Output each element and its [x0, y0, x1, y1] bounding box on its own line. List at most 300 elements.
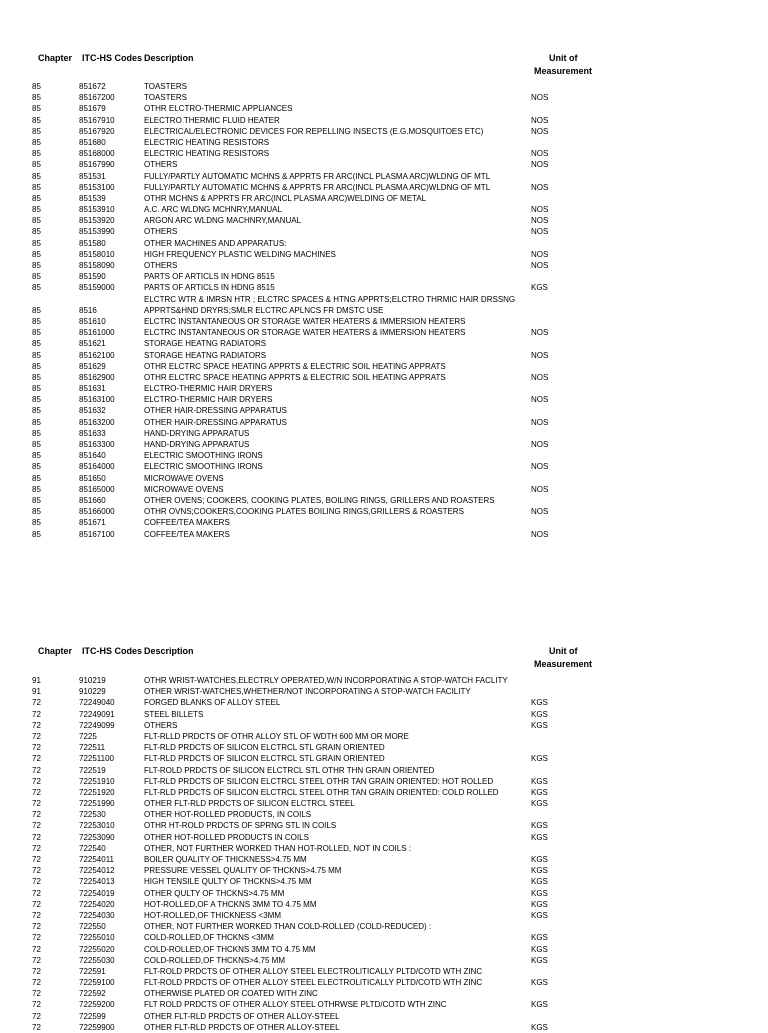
- cell-chapter: 72: [32, 866, 41, 876]
- cell-description: HOT-ROLLED,OF THICKNESS <3MM: [144, 910, 281, 920]
- table-row: [0, 910, 768, 921]
- cell-itc-hs-code: 85162900: [79, 372, 115, 382]
- cell-description: FLT-RLD PRDCTS OF SILICON ELCTRCL STEEL OTHR TAN GRAIN ORIENTED: HOT ROLLED: [144, 776, 494, 786]
- table-row: [0, 988, 768, 999]
- table-row: [0, 439, 768, 450]
- table-row: [0, 428, 768, 439]
- cell-description: OTHR OVNS;COOKERS,COOKING PLATES BOILING RINGS,GRILLERS & ROASTERS: [144, 507, 464, 517]
- table-row: [0, 675, 768, 686]
- cell-unit: KGS: [531, 877, 548, 887]
- cell-chapter: 85: [32, 440, 41, 449]
- cell-description: FLT-ROLD PRDCTS OF OTHER ALLOY STEEL ELECTROLITICALLY PLTD/COTD WTH ZINC: [144, 966, 483, 976]
- cell-itc-hs-code: 72254019: [79, 888, 115, 898]
- cell-chapter: 85: [32, 160, 41, 170]
- cell-description: FLT-ROLD PRDCTS OF OTHER ALLOY STEEL ELECTROLITICALLY PLTD/COTD WTH ZINC: [144, 978, 483, 988]
- cell-description: COLD-ROLLED,OF THCKNS <3MM: [144, 933, 274, 943]
- table-row: [0, 495, 768, 506]
- cell-chapter: 85: [32, 283, 41, 293]
- cell-itc-hs-code: 910219: [79, 676, 106, 685]
- cell-chapter: 72: [32, 966, 41, 976]
- cell-chapter: 72: [32, 910, 41, 920]
- table-row: [0, 843, 768, 854]
- table-row: [0, 92, 768, 103]
- cell-description: COLD-ROLLED,OF THCKNS>4.75 MM: [144, 955, 285, 965]
- table-row: [0, 350, 768, 361]
- table-row: [0, 215, 768, 226]
- cell-description: COLD-ROLLED,OF THCKNS 3MM TO 4.75 MM: [144, 944, 316, 954]
- cell-description: FULLY/PARTLY AUTOMATIC MCHNS & APPRTS FR ARC(INCL PLASMA ARC)WLDNG OF MTL: [144, 182, 491, 192]
- table-row: [0, 260, 768, 271]
- cell-chapter: 85: [32, 395, 41, 405]
- cell-unit: NOS: [531, 507, 549, 517]
- cell-itc-hs-code: 851680: [79, 137, 106, 147]
- cell-chapter: 72: [32, 877, 41, 887]
- cell-unit: KGS: [531, 698, 548, 708]
- cell-description: HIGH TENSILE QULTY OF THCKNS>4.75 MM: [144, 877, 312, 887]
- cell-chapter: 72: [32, 1000, 41, 1010]
- cell-unit: KGS: [531, 978, 548, 988]
- cell-unit: KGS: [531, 888, 548, 898]
- table-row: [0, 193, 768, 204]
- cell-itc-hs-code: 722599: [79, 1011, 106, 1021]
- cell-chapter: 85: [32, 361, 41, 371]
- cell-chapter: 72: [32, 955, 41, 965]
- table-row: [0, 305, 768, 316]
- cell-itc-hs-code: 72254020: [79, 899, 115, 909]
- cell-description: OTHERWISE PLATED OR COATED WITH ZINC: [144, 989, 318, 999]
- cell-unit: KGS: [531, 866, 548, 876]
- table-row: [0, 731, 768, 742]
- cell-description: FLT ROLD PRDCTS OF OTHER ALLOY STEEL OTHRWSE PLTD/COTD WTH ZINC: [144, 1000, 447, 1010]
- table-row: [0, 182, 768, 193]
- cell-description: PARTS OF ARTICLS IN HDNG 8515: [144, 272, 275, 282]
- cell-description: COFFEE/TEA MAKERS: [144, 529, 230, 539]
- table-row: [0, 417, 768, 428]
- cell-itc-hs-code: 72254030: [79, 910, 115, 920]
- cell-chapter: 85: [32, 507, 41, 517]
- cell-description: FLT-RLD PRDCTS OF SILICON ELCTRCL STEEL OTHR TAN GRAIN ORIENTED: COLD ROLLED: [144, 787, 499, 797]
- cell-description: BOILER QUALITY OF THICKNESS>4.75 MM: [144, 855, 307, 864]
- table-row: [0, 405, 768, 416]
- table-row: [0, 249, 768, 260]
- table-row: [0, 798, 768, 809]
- cell-description: FLT-RLD PRDCTS OF SILICON ELCTRCL STL GRAIN ORIENTED: [144, 743, 385, 753]
- cell-itc-hs-code: 72255020: [79, 944, 115, 954]
- cell-chapter: 85: [32, 428, 41, 438]
- cell-chapter: 91: [32, 676, 41, 685]
- cell-chapter: 85: [32, 473, 41, 483]
- cell-itc-hs-code: 85153920: [79, 216, 115, 226]
- cell-unit: KGS: [531, 283, 548, 293]
- cell-chapter: 72: [32, 944, 41, 954]
- table-row: [0, 888, 768, 899]
- cell-description: ELECTRIC HEATING RESISTORS: [144, 149, 270, 159]
- table-row: [0, 148, 768, 159]
- cell-itc-hs-code: 722511: [79, 743, 106, 753]
- hs-code-table-2: [0, 646, 768, 1033]
- table-row: [0, 955, 768, 966]
- cell-chapter: 85: [32, 193, 41, 203]
- cell-itc-hs-code: 85168000: [79, 149, 115, 159]
- cell-unit: KGS: [531, 944, 548, 954]
- cell-description: TOASTERS: [144, 93, 187, 103]
- table-row: [0, 977, 768, 988]
- table-row: [0, 1011, 768, 1022]
- cell-itc-hs-code: 85153990: [79, 227, 115, 237]
- cell-chapter: 85: [32, 104, 41, 114]
- cell-itc-hs-code: 851660: [79, 495, 106, 505]
- cell-description: OTHER WRIST-WATCHES,WHETHER/NOT INCORPORATING A STOP-WATCH FACILITY: [144, 687, 471, 697]
- cell-description: ELECTRICAL/ELECTRONIC DEVICES FOR REPELLING INSECTS (E.G.MOSQUITOES ETC): [144, 126, 484, 136]
- cell-itc-hs-code: 85162100: [79, 350, 115, 360]
- cell-unit: NOS: [531, 372, 549, 382]
- cell-chapter: 72: [32, 933, 41, 943]
- table-row: [0, 820, 768, 831]
- cell-description: OTHER, NOT FURTHER WORKED THAN COLD-ROLLED (COLD-REDUCED) :: [144, 922, 432, 932]
- cell-unit: NOS: [531, 417, 549, 427]
- table-row: [0, 159, 768, 170]
- cell-itc-hs-code: 72259900: [79, 1022, 115, 1032]
- cell-description: OTHER FLT-RLD PRDCTS OF SILICON ELCTRCL STEEL: [144, 799, 355, 809]
- table-row: [0, 809, 768, 820]
- cell-unit: KGS: [531, 1022, 548, 1032]
- header-chapter: Chapter: [38, 53, 73, 63]
- table-body: [0, 675, 768, 1033]
- cell-chapter: 85: [32, 339, 41, 349]
- cell-itc-hs-code: 722540: [79, 843, 106, 853]
- cell-itc-hs-code: 851580: [79, 238, 106, 248]
- cell-description: STORAGE HEATNG RADIATORS: [144, 350, 267, 360]
- cell-itc-hs-code: 72251100: [79, 754, 114, 764]
- header-chapter: Chapter: [38, 646, 73, 656]
- cell-chapter: 72: [32, 720, 41, 730]
- table-row: [0, 517, 768, 528]
- table-row: [0, 450, 768, 461]
- table-body: [0, 81, 768, 540]
- header-unit-line2: Measurement: [534, 659, 593, 669]
- table-row: [0, 932, 768, 943]
- table-row: [0, 115, 768, 126]
- table-row: [0, 697, 768, 708]
- header-unit-line2: Measurement: [534, 66, 593, 76]
- cell-description: HAND-DRYING APPARATUS: [144, 428, 250, 438]
- cell-itc-hs-code: 851610: [79, 316, 106, 326]
- cell-chapter: 85: [32, 205, 41, 215]
- cell-itc-hs-code: 85153910: [79, 205, 115, 215]
- cell-unit: NOS: [531, 205, 549, 215]
- cell-itc-hs-code: 72249091: [79, 709, 115, 719]
- cell-chapter: 85: [32, 529, 41, 539]
- cell-description: OTHR HT-ROLD PRDCTS OF SPRNG STL IN COILS: [144, 821, 337, 831]
- cell-itc-hs-code: 851629: [79, 361, 106, 371]
- cell-chapter: 85: [32, 316, 41, 326]
- cell-itc-hs-code: 85163300: [79, 440, 115, 449]
- table-row: [0, 294, 768, 305]
- cell-chapter: 85: [32, 137, 41, 147]
- table-row: [0, 394, 768, 405]
- header-description: Description: [144, 646, 194, 656]
- cell-description: ELCTRC INSTANTANEOUS OR STORAGE WATER HEATERS & IMMERSION HEATERS: [144, 316, 466, 326]
- cell-unit: NOS: [531, 93, 549, 103]
- cell-itc-hs-code: 851539: [79, 193, 106, 203]
- table-row: [0, 787, 768, 798]
- cell-chapter: 85: [32, 238, 41, 248]
- cell-chapter: 85: [32, 406, 41, 416]
- cell-itc-hs-code: 85163200: [79, 417, 115, 427]
- cell-unit: KGS: [531, 832, 548, 842]
- cell-description: OTHER FLT-RLD PRDCTS OF OTHER ALLOY-STEEL: [144, 1022, 340, 1032]
- cell-chapter: 85: [32, 182, 41, 192]
- cell-unit: NOS: [531, 216, 549, 226]
- cell-description: FLT-ROLD PRDCTS OF SILICON ELCTRCL STL OTHR THN GRAIN ORIENTED: [144, 765, 435, 775]
- table-row: [0, 473, 768, 484]
- table-row: [0, 765, 768, 776]
- cell-description: STORAGE HEATNG RADIATORS: [144, 339, 267, 349]
- cell-description: OTHER MACHINES AND APPARATUS:: [144, 238, 287, 248]
- cell-description: ELECTRIC SMOOTHING IRONS: [144, 462, 263, 472]
- cell-description: OTHERS: [144, 720, 178, 730]
- table-row: [0, 529, 768, 540]
- cell-description: HAND-DRYING APPARATUS: [144, 440, 250, 449]
- cell-unit: NOS: [531, 529, 549, 539]
- header-itc-hs-codes: ITC-HS Codes: [82, 646, 143, 656]
- cell-chapter: 72: [32, 765, 41, 775]
- cell-description: OTHER HOT-ROLLED PRODUCTS IN COILS: [144, 832, 309, 842]
- cell-chapter: 85: [32, 216, 41, 226]
- cell-chapter: 72: [32, 799, 41, 809]
- cell-chapter: 72: [32, 787, 41, 797]
- cell-itc-hs-code: 722519: [79, 765, 106, 775]
- cell-description: OTHR MCHNS & APPRTS FR ARC(INCL PLASMA ARC)WELDING OF METAL: [144, 193, 427, 203]
- cell-chapter: 72: [32, 978, 41, 988]
- table-row: [0, 966, 768, 977]
- cell-chapter: 85: [32, 171, 41, 181]
- cell-itc-hs-code: 851679: [79, 104, 106, 114]
- cell-chapter: 85: [32, 417, 41, 427]
- cell-unit: KGS: [531, 754, 548, 764]
- cell-itc-hs-code: 72259200: [79, 1000, 115, 1010]
- cell-description: ARGON ARC WLDNG MACHNRY,MANUAL: [144, 216, 302, 226]
- cell-chapter: 72: [32, 731, 41, 741]
- cell-unit: NOS: [531, 249, 549, 259]
- cell-chapter: 85: [32, 495, 41, 505]
- cell-itc-hs-code: 85167990: [79, 160, 115, 170]
- cell-chapter: 72: [32, 743, 41, 753]
- cell-itc-hs-code: 85159000: [79, 283, 115, 293]
- cell-unit: NOS: [531, 227, 549, 237]
- cell-unit: NOS: [531, 462, 549, 472]
- cell-itc-hs-code: 85167200: [79, 93, 115, 103]
- cell-unit: KGS: [531, 933, 548, 943]
- table-row: [0, 81, 768, 92]
- cell-description: OTHERS: [144, 227, 178, 237]
- table-row: [0, 742, 768, 753]
- table-row: [0, 876, 768, 887]
- cell-unit: NOS: [531, 395, 549, 405]
- cell-chapter: 72: [32, 754, 41, 764]
- cell-itc-hs-code: 722592: [79, 989, 106, 999]
- cell-chapter: 72: [32, 855, 41, 864]
- cell-itc-hs-code: 8516: [79, 305, 97, 315]
- cell-description: ELECTRIC HEATING RESISTORS: [144, 137, 270, 147]
- cell-chapter: 85: [32, 227, 41, 237]
- cell-description: MICROWAVE OVENS: [144, 484, 224, 494]
- table-row: [0, 720, 768, 731]
- table-row: [0, 338, 768, 349]
- cell-unit: KGS: [531, 1000, 548, 1010]
- cell-itc-hs-code: 851531: [79, 171, 106, 181]
- table-row: [0, 899, 768, 910]
- cell-itc-hs-code: 85166000: [79, 507, 115, 517]
- cell-itc-hs-code: 85161000: [79, 328, 115, 338]
- table-row: [0, 484, 768, 495]
- table-row: [0, 832, 768, 843]
- cell-unit: KGS: [531, 955, 548, 965]
- cell-itc-hs-code: 85167100: [79, 529, 115, 539]
- cell-chapter: 72: [32, 698, 41, 708]
- cell-chapter: 72: [32, 776, 41, 786]
- table-row: [0, 126, 768, 137]
- cell-description: ELCTRC INSTANTANEOUS OR STORAGE WATER HEATERS & IMMERSION HEATERS: [144, 328, 466, 338]
- cell-itc-hs-code: 85163100: [79, 395, 115, 405]
- cell-unit: NOS: [531, 160, 549, 170]
- cell-itc-hs-code: 851631: [79, 384, 106, 394]
- cell-chapter: 85: [32, 384, 41, 394]
- cell-itc-hs-code: 85165000: [79, 484, 115, 494]
- table-row: [0, 226, 768, 237]
- cell-itc-hs-code: 72249099: [79, 720, 115, 730]
- table-row: [0, 506, 768, 517]
- table-row: [0, 753, 768, 764]
- header-itc-hs-codes: ITC-HS Codes: [82, 53, 143, 63]
- cell-itc-hs-code: 72251920: [79, 787, 115, 797]
- cell-itc-hs-code: 72259100: [79, 978, 115, 988]
- cell-itc-hs-code: 851590: [79, 272, 106, 282]
- table-row: [0, 461, 768, 472]
- cell-description: FORGED BLANKS OF ALLOY STEEL: [144, 698, 281, 708]
- cell-description: ELCTRO-THERMIC HAIR DRYERS: [144, 395, 273, 405]
- cell-chapter: 85: [32, 261, 41, 270]
- cell-itc-hs-code: 72255030: [79, 955, 115, 965]
- table-row: [0, 204, 768, 215]
- cell-unit: NOS: [531, 182, 549, 192]
- cell-itc-hs-code: 722550: [79, 922, 106, 932]
- cell-chapter: 72: [32, 709, 41, 719]
- cell-description: OTHER HAIR-DRESSING APPARATUS: [144, 406, 287, 416]
- table-row: [0, 776, 768, 787]
- cell-itc-hs-code: 851621: [79, 339, 106, 349]
- cell-unit: NOS: [531, 328, 549, 338]
- header-unit-line1: Unit of: [549, 53, 578, 63]
- cell-chapter: 72: [32, 810, 41, 820]
- cell-chapter: 72: [32, 1011, 41, 1021]
- cell-unit: KGS: [531, 899, 548, 909]
- cell-itc-hs-code: 85167910: [79, 115, 115, 125]
- cell-description: FULLY/PARTLY AUTOMATIC MCHNS & APPRTS FR ARC(INCL PLASMA ARC)WLDNG OF MTL: [144, 171, 491, 181]
- cell-chapter: 72: [32, 821, 41, 831]
- cell-itc-hs-code: 72254012: [79, 866, 115, 876]
- cell-description: OTHER QULTY OF THCKNS>4.75 MM: [144, 888, 285, 898]
- cell-description: ELECTRIC SMOOTHING IRONS: [144, 451, 263, 461]
- cell-unit: NOS: [531, 484, 549, 494]
- cell-chapter: 85: [32, 249, 41, 259]
- cell-itc-hs-code: 72251910: [79, 776, 115, 786]
- cell-unit: KGS: [531, 855, 548, 864]
- cell-itc-hs-code: 72251990: [79, 799, 115, 809]
- cell-unit: KGS: [531, 787, 548, 797]
- cell-description: OTHER, NOT FURTHER WORKED THAN HOT-ROLLED, NOT IN COILS :: [144, 843, 411, 853]
- cell-itc-hs-code: 72255010: [79, 933, 115, 943]
- cell-chapter: 85: [32, 93, 41, 103]
- table-row: [0, 686, 768, 697]
- cell-itc-hs-code: 722530: [79, 810, 106, 820]
- cell-itc-hs-code: 85158090: [79, 261, 115, 270]
- cell-description: OTHERS: [144, 261, 178, 270]
- cell-itc-hs-code: 851671: [79, 518, 106, 528]
- cell-chapter: 85: [32, 305, 41, 315]
- table-row: [0, 854, 768, 865]
- cell-description: OTHER HOT-ROLLED PRODUCTS, IN COILS: [144, 810, 312, 820]
- cell-itc-hs-code: 85153100: [79, 182, 115, 192]
- cell-description: PARTS OF ARTICLS IN HDNG 8515: [144, 283, 275, 293]
- header-description: Description: [144, 53, 194, 63]
- cell-chapter: 85: [32, 126, 41, 136]
- table-row: [0, 709, 768, 720]
- table-row: [0, 238, 768, 249]
- cell-chapter: 72: [32, 888, 41, 898]
- cell-description: OTHERS: [144, 160, 178, 170]
- table-row: [0, 1022, 768, 1033]
- table-row: [0, 921, 768, 932]
- cell-unit: NOS: [531, 126, 549, 136]
- cell-description: MICROWAVE OVENS: [144, 473, 224, 483]
- cell-itc-hs-code: 851672: [79, 82, 106, 91]
- cell-chapter: 72: [32, 922, 41, 932]
- cell-unit: KGS: [531, 720, 548, 730]
- cell-description: A.C. ARC WLDNG MCHNRY,MANUAL: [144, 205, 282, 215]
- cell-itc-hs-code: 851650: [79, 473, 106, 483]
- cell-description: HIGH FREQUENCY PLASTIC WELDING MACHINES: [144, 249, 336, 259]
- cell-chapter: 72: [32, 899, 41, 909]
- cell-unit: KGS: [531, 709, 548, 719]
- cell-description: ELCTRC WTR & IMRSN HTR ; ELCTRC SPACES & HTNG APPRTS;ELCTRO THRMIC HAIR DRSSNG: [144, 294, 516, 304]
- cell-itc-hs-code: 72253090: [79, 832, 115, 842]
- cell-chapter: 72: [32, 832, 41, 842]
- cell-chapter: 85: [32, 484, 41, 494]
- cell-description: OTHR WRIST-WATCHES,ELECTRLY OPERATED,W/N INCORPORATING A STOP-WATCH FACLITY: [144, 676, 508, 685]
- cell-description: STEEL BILLETS: [144, 709, 204, 719]
- table-row: [0, 171, 768, 182]
- cell-chapter: 72: [32, 843, 41, 853]
- cell-unit: NOS: [531, 115, 549, 125]
- cell-unit: NOS: [531, 149, 549, 159]
- table-row: [0, 103, 768, 114]
- hs-code-table-1: [0, 53, 768, 540]
- cell-description: APPRTS&HND DRYRS;SMLR ELCTRC APLNCS FR DMSTC USE: [144, 305, 384, 315]
- cell-chapter: 85: [32, 372, 41, 382]
- cell-chapter: 91: [32, 687, 41, 697]
- table-row: [0, 361, 768, 372]
- cell-description: TOASTERS: [144, 82, 187, 91]
- table-row: [0, 316, 768, 327]
- cell-chapter: 85: [32, 115, 41, 125]
- cell-chapter: 85: [32, 149, 41, 159]
- table-row: [0, 271, 768, 282]
- cell-description: HOT-ROLLED,OF A THCKNS 3MM TO 4.75 MM: [144, 899, 317, 909]
- cell-description: FLT-RLD PRDCTS OF SILICON ELCTRCL STL GRAIN ORIENTED: [144, 754, 385, 764]
- cell-chapter: 85: [32, 451, 41, 461]
- cell-description: OTHR ELCTRO-THERMIC APPLIANCES: [144, 104, 293, 114]
